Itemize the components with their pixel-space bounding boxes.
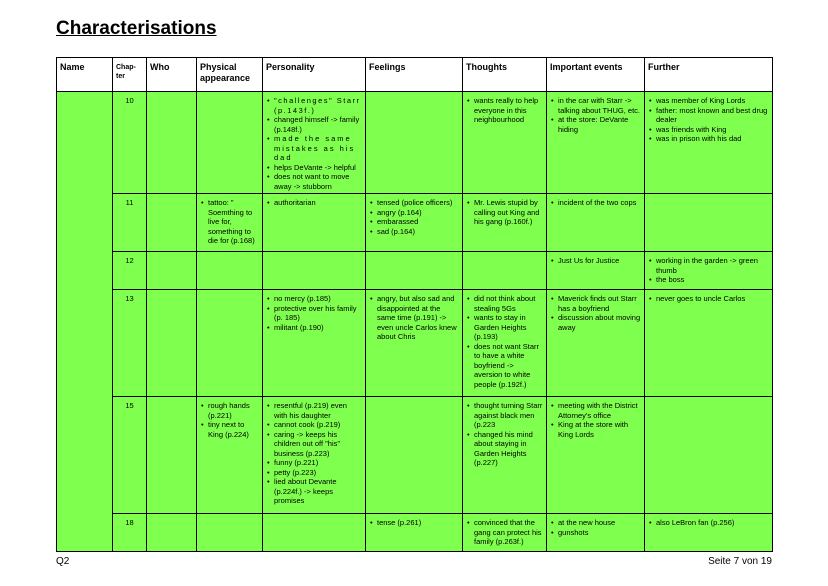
feelings-list (369, 198, 459, 236)
list-item: • rough hands (p.221) (200, 401, 259, 420)
list-item: • in the car with Starr -> talking about THUG, etc. (550, 96, 641, 115)
personality-list (266, 294, 362, 332)
chapter-cell: 13 (113, 290, 147, 397)
feelings-cell (366, 397, 463, 514)
who-cell (147, 290, 197, 397)
list-item: • funny (p.221) (266, 458, 362, 468)
events-cell (547, 252, 645, 290)
list-item: • incident of the two cops (550, 198, 641, 208)
chapter-cell: 18 (113, 514, 147, 552)
list-item: • meeting with the District Attorney's office (550, 401, 641, 420)
header-events: Important events (547, 58, 645, 92)
list-item: • convinced that the gang can protect his family (p.263f.) (466, 518, 543, 547)
list-item: • thought turning Starr against black men (p.223 (466, 401, 543, 430)
who-cell (147, 92, 197, 194)
list-item: • "challenges" Starr (p.143f.) (266, 96, 362, 115)
header-feelings: Feelings (366, 58, 463, 92)
events-cell (547, 92, 645, 194)
further-list (648, 96, 769, 144)
personality-cell (263, 397, 366, 514)
further-list (648, 518, 769, 528)
list-item: • no mercy (p.185) (266, 294, 362, 304)
thoughts-list (466, 198, 543, 227)
header-further: Further (645, 58, 773, 92)
list-item: • wants to stay in Garden Heights (p.193) (466, 313, 543, 342)
thoughts-cell (463, 290, 547, 397)
thoughts-list (466, 294, 543, 389)
personality-cell (263, 194, 366, 252)
events-list (550, 294, 641, 332)
header-physical-line1: Physical (200, 62, 237, 72)
thoughts-list (466, 518, 543, 547)
further-cell (645, 252, 773, 290)
header-chapter-line1: Chap- (116, 64, 136, 71)
list-item: • petty (p.223) (266, 468, 362, 478)
physical-cell (197, 397, 263, 514)
header-name: Name (57, 58, 113, 92)
header-personality: Personality (263, 58, 366, 92)
list-item: • protective over his family (p. 185) (266, 304, 362, 323)
list-item: • was friends with King (648, 125, 769, 135)
table-row (57, 92, 773, 194)
list-item: • militant (p.190) (266, 323, 362, 333)
list-item: • never goes to uncle Carlos (648, 294, 769, 304)
list-item: • angry, but also sad and disappointed at the same time (p.191) -> even uncle Carlos knew about Chris (369, 294, 459, 342)
further-list (648, 256, 769, 285)
list-item: • made the same mistakes as his dad (266, 134, 362, 163)
physical-cell (197, 92, 263, 194)
events-list (550, 518, 641, 537)
personality-list (266, 96, 362, 191)
list-item: • angry (p.164) (369, 208, 459, 218)
header-who: Who (147, 58, 197, 92)
list-item: • Just Us for Justice (550, 256, 641, 266)
list-item: • gunshots (550, 528, 641, 538)
list-item: • wants really to help everyone in this neighbourhood (466, 96, 543, 125)
footer-course: Q2 (56, 556, 70, 567)
header-row (57, 58, 773, 92)
personality-list (266, 198, 362, 208)
events-list (550, 198, 641, 208)
feelings-cell (366, 194, 463, 252)
physical-cell (197, 194, 263, 252)
list-item: • father: most known and best drug dealer (648, 106, 769, 125)
further-cell (645, 194, 773, 252)
list-item: • helps DeVante -> helpful (266, 163, 362, 173)
further-list (648, 294, 769, 304)
list-item: • was in prison with his dad (648, 134, 769, 144)
table-row (57, 194, 773, 252)
thoughts-cell (463, 194, 547, 252)
list-item: • authoritarian (266, 198, 362, 208)
list-item: • caring -> keeps his children out off "his" business (p.223) (266, 430, 362, 459)
list-item: • did not think about stealing 5Gs (466, 294, 543, 313)
who-cell (147, 514, 197, 552)
thoughts-cell (463, 397, 547, 514)
list-item: • lied about Devante (p.224f.) -> keeps promises (266, 477, 362, 506)
header-thoughts: Thoughts (463, 58, 547, 92)
chapter-cell: 15 (113, 397, 147, 514)
thoughts-list (466, 96, 543, 125)
footer-page-number: Seite 7 von 19 (708, 556, 772, 567)
further-cell (645, 397, 773, 514)
list-item: • discussion about moving away (550, 313, 641, 332)
list-item: • changed himself -> family (p.148f.) (266, 115, 362, 134)
thoughts-cell (463, 514, 547, 552)
table-row (57, 514, 773, 552)
physical-cell (197, 290, 263, 397)
list-item: • sad (p.164) (369, 227, 459, 237)
physical-list (200, 401, 259, 439)
page-title: Characterisations (56, 18, 217, 39)
table-row (57, 290, 773, 397)
list-item: • changed his mind about staying in Garden Heights (p.227) (466, 430, 543, 468)
further-cell (645, 514, 773, 552)
list-item: • tiny next to King (p.224) (200, 420, 259, 439)
header-physical (197, 58, 263, 92)
feelings-cell (366, 252, 463, 290)
list-item: • Maverick finds out Starr has a boyfriend (550, 294, 641, 313)
personality-cell (263, 252, 366, 290)
thoughts-list (466, 401, 543, 468)
characterisation-table (56, 57, 773, 552)
table-row (57, 397, 773, 514)
events-list (550, 256, 641, 266)
list-item: • tensed (police officers) (369, 198, 459, 208)
personality-cell (263, 514, 366, 552)
list-item: • Mr. Lewis stupid by calling out King and his gang (p.160f.) (466, 198, 543, 227)
events-list (550, 401, 641, 439)
list-item: • resentful (p.219) even with his daughter (266, 401, 362, 420)
list-item: • at the store: DeVante hiding (550, 115, 641, 134)
who-cell (147, 252, 197, 290)
personality-list (266, 401, 362, 506)
list-item: • cannot cook (p.219) (266, 420, 362, 430)
list-item: • does not want Starr to have a white boyfriend -> aversion to white people (p.192f.) (466, 342, 543, 390)
table-row (57, 252, 773, 290)
feelings-list (369, 294, 459, 342)
events-cell (547, 194, 645, 252)
list-item: • embarassed (369, 217, 459, 227)
chapter-cell: 11 (113, 194, 147, 252)
who-cell (147, 194, 197, 252)
personality-cell (263, 92, 366, 194)
feelings-list (369, 518, 459, 528)
feelings-cell (366, 514, 463, 552)
header-chapter-line2: ter (116, 73, 125, 80)
list-item: • tense (p.261) (369, 518, 459, 528)
feelings-cell (366, 290, 463, 397)
physical-cell (197, 514, 263, 552)
chapter-cell: 10 (113, 92, 147, 194)
who-cell (147, 397, 197, 514)
personality-cell (263, 290, 366, 397)
list-item: • working in the garden -> green thumb (648, 256, 769, 275)
name-cell (57, 92, 113, 552)
list-item: • also LeBron fan (p.256) (648, 518, 769, 528)
thoughts-cell (463, 252, 547, 290)
further-cell (645, 290, 773, 397)
events-cell (547, 514, 645, 552)
header-chapter (113, 58, 147, 92)
physical-list (200, 198, 259, 246)
list-item: • King at the store with King Lords (550, 420, 641, 439)
list-item: • the boss (648, 275, 769, 285)
list-item: • was member of King Lords (648, 96, 769, 106)
chapter-cell: 12 (113, 252, 147, 290)
further-cell (645, 92, 773, 194)
feelings-cell (366, 92, 463, 194)
physical-cell (197, 252, 263, 290)
list-item: • does not want to move away -> stubborn (266, 172, 362, 191)
list-item: • tattoo: " Soemthing to live for, something to die for (p.168) (200, 198, 259, 246)
list-item: • at the new house (550, 518, 641, 528)
events-cell (547, 290, 645, 397)
events-cell (547, 397, 645, 514)
header-physical-line2: appearance (200, 73, 251, 83)
thoughts-cell (463, 92, 547, 194)
events-list (550, 96, 641, 134)
